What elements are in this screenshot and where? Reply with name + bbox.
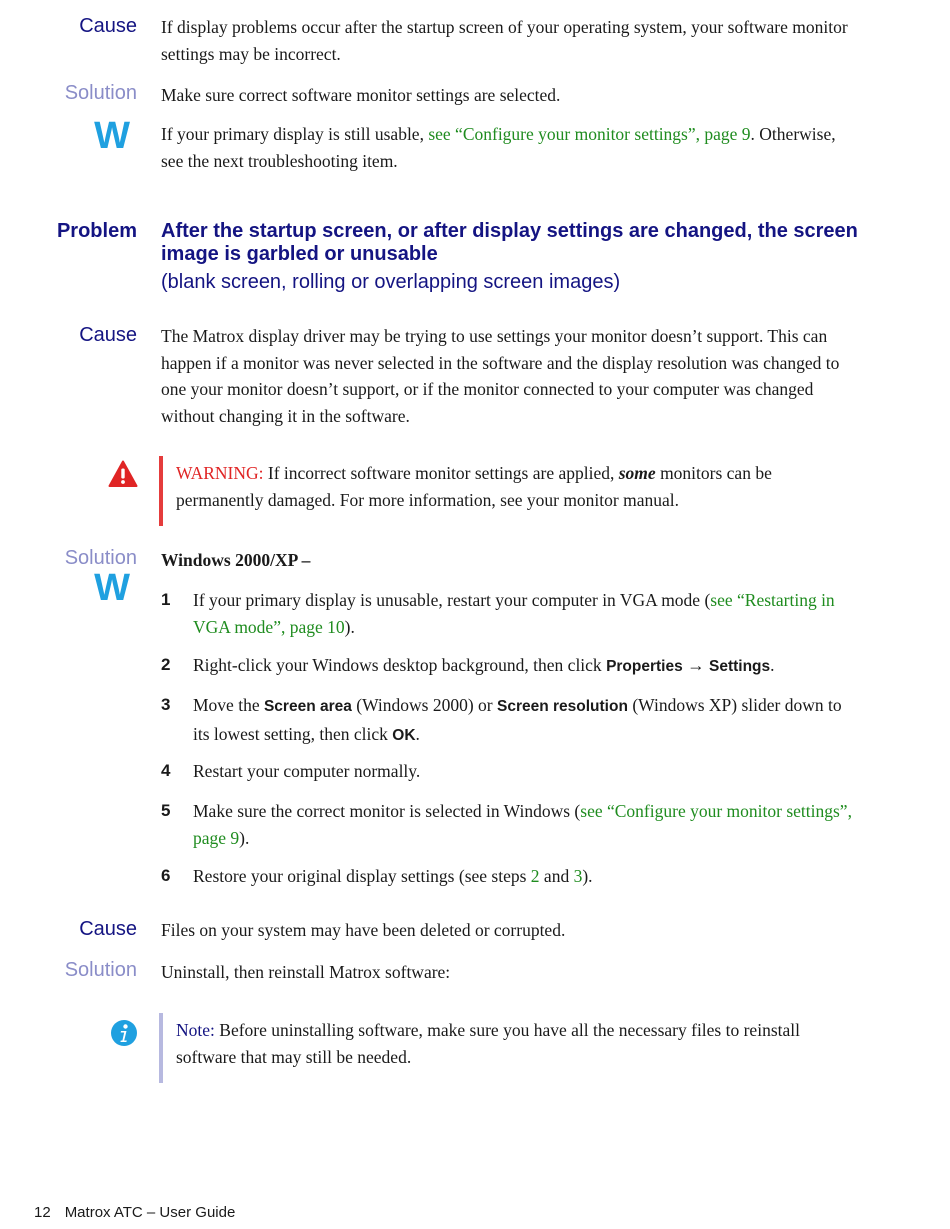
step-6-pre: Restore your original display settings (see steps <box>193 866 531 886</box>
page-footer <box>34 1204 235 1221</box>
restarting-vga-link[interactable]: see “Restarting in VGA mode”, page 10 <box>193 590 835 637</box>
info-icon <box>110 1019 138 1047</box>
os-heading: Windows 2000/XP – <box>161 550 311 570</box>
step-6-mid: and <box>539 866 574 886</box>
solution-label: Solution <box>64 959 137 981</box>
step-number: 6 <box>161 866 171 885</box>
step-5-post: ). <box>239 827 250 848</box>
problem-heading <box>161 220 861 297</box>
step-text <box>193 587 853 640</box>
step-text: Restart your computer normally. <box>193 761 421 781</box>
step-6-post: ). <box>582 866 593 886</box>
step-3-post: . <box>415 723 420 744</box>
problem-label: Problem <box>56 220 137 242</box>
warning-icon <box>108 460 138 488</box>
step-number: 1 <box>161 590 171 609</box>
step-number: 5 <box>161 801 171 820</box>
step-text <box>193 652 853 681</box>
cause-label: Cause <box>79 918 137 940</box>
note-callout <box>159 1013 849 1083</box>
step-5-pre: Make sure the correct monitor is selected in Windows ( <box>193 801 581 821</box>
step-2-post: . <box>770 655 775 675</box>
solution-label: Solution <box>64 82 137 104</box>
step-text <box>193 692 853 749</box>
problem-title: After the startup screen, or after display settings are changed, the screen image is garbled or unusable <box>161 220 858 265</box>
cause-text: The Matrox display driver may be trying to use settings your monitor doesn’t support. This can happen if a monitor was never selected in the software and the display resolution was changed to one your monitor doesn’t support, or if the monitor connected to your computer was changed without changing it in the software. <box>161 326 840 426</box>
problem-subtitle: (blank screen, rolling or overlapping screen images) <box>161 271 621 293</box>
step-1-post: ). <box>344 616 355 637</box>
doc-title: Matrox ATC – User Guide <box>64 1204 236 1221</box>
properties-ui-label: Properties <box>606 658 683 675</box>
step-3-pre: Move the <box>193 695 264 715</box>
configure-monitor-link[interactable]: see “Configure your monitor settings”, page 9 <box>428 124 751 144</box>
step-1-pre: If your primary display is unusable, restart your computer in VGA mode ( <box>193 590 711 610</box>
warning-text-post: monitors can be permanently damaged. For more information, see your monitor manual. <box>176 463 772 510</box>
windows-solution-post: . Otherwise, see the next troubleshooting item. <box>161 124 836 171</box>
configure-monitor-link[interactable]: see “Configure your monitor settings”, page 9 <box>193 801 852 848</box>
settings-ui-label: Settings <box>708 658 771 675</box>
cause-text: Files on your system may have been deleted or corrupted. <box>161 920 566 940</box>
windows-solution-pre: If your primary display is still usable, <box>161 124 429 144</box>
cause-label: Cause <box>79 324 137 346</box>
screen-resolution-ui-label: Screen resolution <box>497 698 628 715</box>
page-number: 12 <box>34 1204 51 1221</box>
screen-area-ui-label: Screen area <box>263 698 352 715</box>
step-text <box>193 798 853 851</box>
warning-text-pre: If incorrect software monitor settings are applied, <box>263 463 619 483</box>
step-3-mid1: (Windows 2000) or <box>351 695 497 715</box>
warning-label: WARNING: <box>176 463 264 483</box>
solution-text: Uninstall, then reinstall Matrox software: <box>161 962 451 982</box>
step-number: 2 <box>161 655 171 674</box>
step-2-link[interactable]: 2 <box>530 866 540 886</box>
step-3-mid2: (Windows XP) slider down to its lowest setting, then click <box>193 695 842 744</box>
warning-emphasis: some <box>618 463 656 483</box>
windows-solution-text <box>161 121 861 174</box>
menu-arrow: → <box>682 655 709 675</box>
cause-text: If display problems occur after the startup screen of your operating system, your software monitor settings may be incorrect. <box>161 17 848 64</box>
step-number: 3 <box>161 695 171 714</box>
warning-callout <box>159 456 849 526</box>
solution-label: Solution <box>64 547 137 569</box>
step-text <box>193 863 853 890</box>
step-2-pre: Right-click your Windows desktop background, then click <box>193 655 607 675</box>
windows-icon: W <box>94 115 130 157</box>
cause-label: Cause <box>79 15 137 37</box>
solution-text: Make sure correct software monitor settings are selected. <box>161 85 561 105</box>
note-text: Before uninstalling software, make sure you have all the necessary files to reinstall software that may still be needed. <box>176 1020 800 1067</box>
windows-icon: W <box>94 567 130 609</box>
ok-ui-label: OK <box>392 726 416 744</box>
note-label: Note: <box>176 1020 215 1040</box>
step-3-link[interactable]: 3 <box>573 866 583 886</box>
step-number: 4 <box>161 761 171 780</box>
